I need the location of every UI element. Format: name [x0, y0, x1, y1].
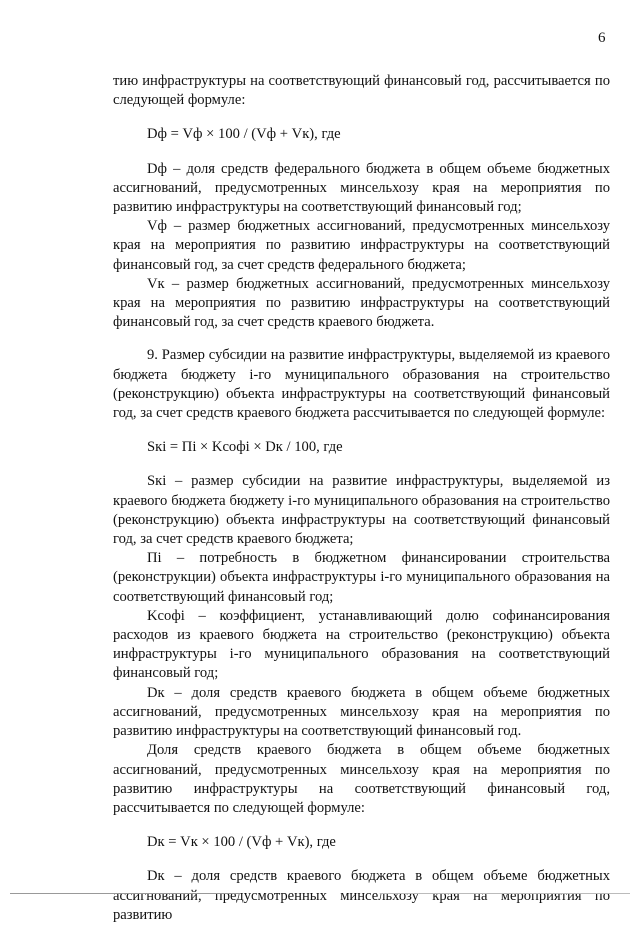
- paragraph: тию инфраструктуры на соответствующий финансовый год, рассчитывается по следующей формуле:: [113, 73, 610, 109]
- paragraph: Sкi – размер субсидии на развитие инфраструктуры, выделяемой из краевого бюджета бюджету i-го муниципального образования на строительство (реконструкцию) объекта инфраструктуры на соответствующий финансовый год, за счет средств краевого бюджета;: [113, 473, 610, 548]
- paragraph: Kсофi – коэффициент, устанавливающий долю софинансирования расходов из краевого бюджета на строительство (реконструкцию) объекта инфраструктуры i-го муниципального образования на соответствующий финансовый год;: [113, 607, 610, 682]
- paragraph: Dк – доля средств краевого бюджета в общем объеме бюджетных ассигнований, предусмотренных минсельхозу края на мероприятия по развитию инфраструктуры на соответствующий финансовый год.: [113, 684, 610, 740]
- paragraph: Dк – доля средств краевого бюджета в общем объеме бюджетных ассигнований, предусмотренных минсельхозу края на мероприятия по развитию: [113, 868, 610, 923]
- document-body: [113, 72, 610, 925]
- formula-subsidy: Sкi = Пi × Kсофi × Dк / 100, где: [147, 439, 343, 456]
- scan-line-right: [380, 893, 630, 894]
- paragraph: Vф – размер бюджетных ассигнований, предусмотренных минсельхозу края на мероприятия по развитию инфраструктуры на соответствующий финансовый год, за счет средств федерального бюджета;: [113, 218, 610, 273]
- paragraph: Dф – доля средств федерального бюджета в общем объеме бюджетных ассигнований, предусмотренных минсельхозу края на мероприятия по развитию инфраструктуры на соответствующий финансовый год;: [113, 160, 610, 216]
- paragraph: 9. Размер субсидии на развитие инфраструктуры, выделяемой из краевого бюджета бюджету i-го муниципального образования на строительство (реконструкцию) объекта инфраструктуры на соответствующий финансовый год, за счет средств краевого бюджета рассчитывается по следующей формуле:: [113, 347, 610, 422]
- paragraph: Vк – размер бюджетных ассигнований, предусмотренных минсельхозу края на мероприятия по развитию инфраструктуры на соответствующий финансовый год, за счет средств краевого бюджета.: [113, 275, 610, 331]
- paragraph: Пi – потребность в бюджетном финансировании строительства (реконструкции) объекта инфраструктуры i-го муниципального образования на соответствующий финансовый год;: [113, 550, 610, 605]
- scan-line-left: [10, 893, 240, 894]
- paragraph: Доля средств краевого бюджета в общем объеме бюджетных ассигнований, предусмотренных минсельхозу края на мероприятия по развитию инфраструктуры на соответствующий финансовый год, рассчитывается по следующей формуле:: [113, 742, 610, 816]
- scan-edge-lines: [0, 893, 640, 895]
- formula-federal-share: Dф = Vф × 100 / (Vф + Vк), где: [147, 126, 341, 143]
- page-number: 6: [598, 30, 606, 46]
- formula-regional-share: Dк = Vк × 100 / (Vф + Vк), где: [147, 834, 336, 851]
